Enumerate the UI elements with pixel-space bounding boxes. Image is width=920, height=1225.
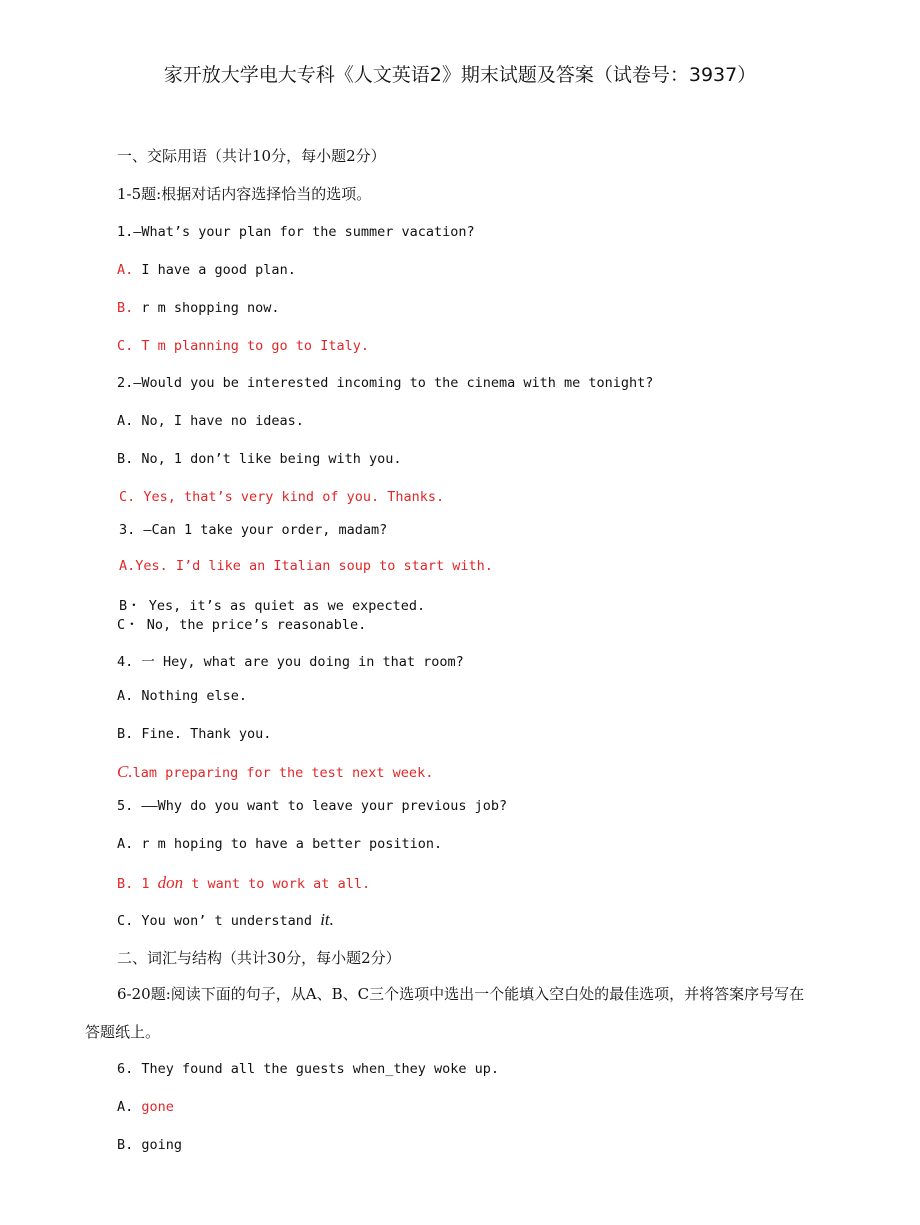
q2-option-c-answer: C. Yes, that’s very kind of you. Thanks.: [119, 489, 445, 505]
q6-option-a-answer: gone: [141, 1099, 174, 1115]
q5-option-b-pre: B. 1: [117, 876, 158, 892]
q2-stem: 2.—Would you be interested incoming to the cinema with me tonight?: [117, 375, 654, 391]
q5-option-c-emph: it.: [320, 910, 334, 929]
q5-option-a: A. r m hoping to have a better position.: [117, 836, 443, 852]
q4-option-c-answer: [117, 762, 433, 782]
q1-option-b-letter: B.: [117, 300, 134, 316]
q1-option-b: [117, 300, 280, 316]
q1-option-a-letter: A.: [117, 262, 134, 278]
q4-option-c-letter: C.: [117, 762, 133, 781]
q5-option-c-text: C. You won’ t understand: [117, 913, 321, 929]
q5-stem: 5. ——Why do you want to leave your previous job?: [117, 798, 508, 814]
q2-option-a: A. No, I have no ideas.: [117, 413, 304, 429]
section-2-instruction: 6-20题:阅读下面的句子，从A、B、C三个选项中选出一个能填入空白处的最佳选项，并将答案序号写在答题纸上。: [85, 985, 805, 1041]
q1-option-c-answer: C. T m planning to go to Italy.: [117, 338, 369, 354]
q6-option-a: [117, 1099, 174, 1115]
q6-stem: 6. They found all the guests when_they woke up.: [117, 1061, 500, 1077]
q3-option-c: C・ No, the price’s reasonable.: [117, 617, 367, 633]
q5-option-c: [117, 910, 334, 930]
q3-option-b: B・ Yes, it’s as quiet as we expected.: [119, 598, 426, 614]
section-1-instruction: 1-5题:根据对话内容选择恰当的选项。: [117, 185, 372, 203]
q3-stem: 3. —Can 1 take your order, madam?: [119, 522, 388, 538]
q4-option-a: A. Nothing else.: [117, 688, 248, 704]
q6-option-a-letter: A.: [117, 1099, 142, 1115]
q1-option-b-text: r m shopping now.: [133, 300, 280, 316]
section-2-heading: 二、词汇与结构（共计30分，每小题2分）: [117, 949, 401, 967]
q1-stem: 1.—What’s your plan for the summer vacation?: [117, 224, 475, 240]
q4-option-b: B. Fine. Thank you.: [117, 726, 272, 742]
q4-option-c-text: lam preparing for the test next week.: [132, 765, 434, 781]
q5-option-b-emph: don: [157, 873, 184, 892]
section-1-heading: 一、交际用语（共计10分，每小题2分）: [117, 147, 386, 165]
q5-option-b-answer: [117, 873, 370, 893]
q4-stem: 4. 一 Hey, what are you doing in that room?: [117, 654, 464, 670]
q6-option-b: B. going: [117, 1137, 183, 1153]
q1-option-a: [117, 262, 296, 278]
page-title: 家开放大学电大专科《人文英语2》期末试题及答案（试卷号：3937）: [163, 64, 757, 86]
q3-option-a-answer: A.Yes. I’d like an Italian soup to start with.: [119, 558, 493, 574]
q1-option-a-text: I have a good plan.: [133, 262, 296, 278]
q2-option-b: B. No, 1 don’t like being with you.: [117, 451, 402, 467]
q5-option-b-post: t want to work at all.: [183, 876, 371, 892]
